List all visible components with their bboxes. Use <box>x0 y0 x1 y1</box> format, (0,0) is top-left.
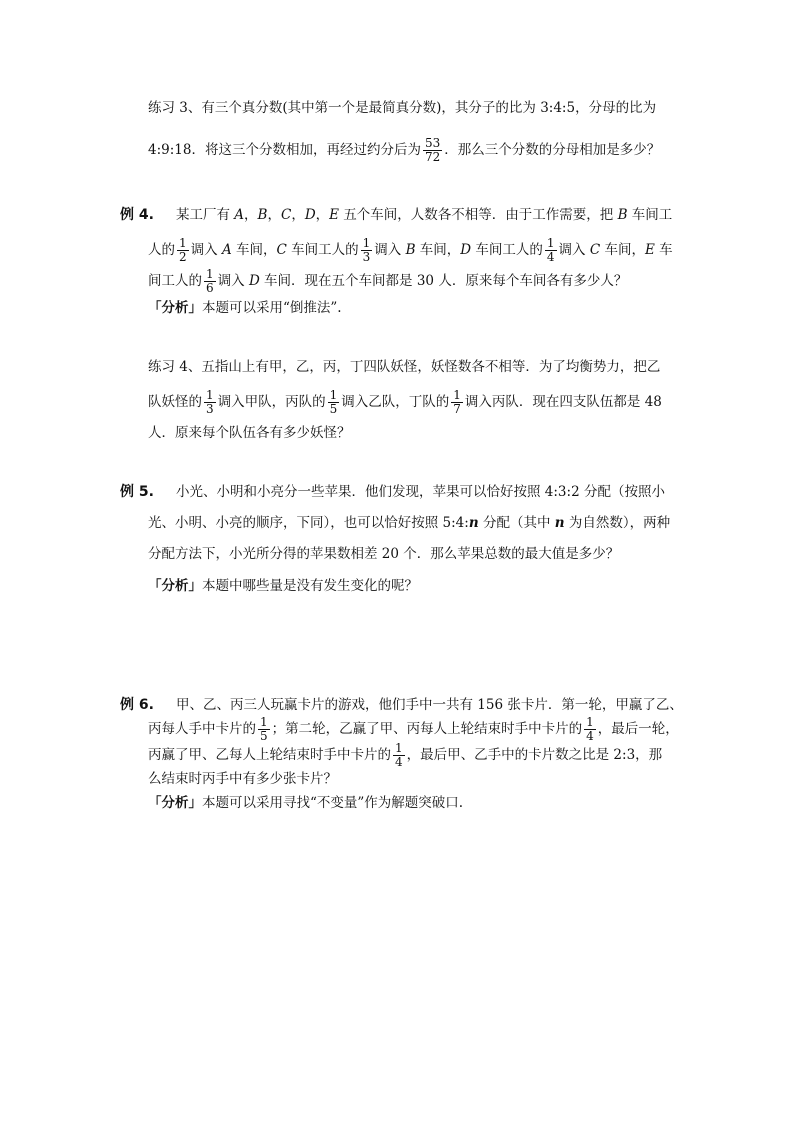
example4-analysis <box>148 298 342 318</box>
practice3-text: ．那么三个分数的分母相加是多少？ <box>444 142 661 158</box>
text: ， <box>244 207 258 223</box>
denominator: 5 <box>260 729 268 743</box>
practice4-line2 <box>148 389 662 416</box>
analysis-label: 「分析」 <box>148 578 202 594</box>
text: 人的 <box>148 242 175 258</box>
text: 丙赢了甲、乙每人上轮结束时手中卡片的 <box>148 747 391 763</box>
text: 间工人的 <box>148 273 202 289</box>
text: 车间， <box>415 242 461 258</box>
numerator: 1 <box>362 236 371 250</box>
example4-label: 例 4. <box>120 207 154 223</box>
fraction <box>204 389 216 416</box>
numerator: 53 <box>424 136 441 150</box>
analysis-text: 本题中哪些量是没有发生变化的呢？ <box>202 578 418 594</box>
var: C <box>276 242 287 258</box>
var: E <box>644 242 655 258</box>
var: A <box>221 242 232 258</box>
text: 车间， <box>600 242 645 258</box>
example6-line2 <box>148 716 679 743</box>
example5-analysis <box>148 576 418 596</box>
analysis-label: 「分析」 <box>148 300 202 316</box>
var: B <box>617 207 628 223</box>
text: ，最后甲、乙手中的卡片数之比是 2:3，那 <box>406 747 663 763</box>
practice4-line1: 练习 4、五指山上有甲，乙，丙，丁四队妖怪，妖怪数各不相等．为了均衡势力，把乙 <box>148 359 661 375</box>
var: C <box>589 242 601 258</box>
numerator: 1 <box>546 236 555 250</box>
text: 调入 <box>374 242 406 258</box>
example5-line2 <box>148 513 670 533</box>
denominator: 5 <box>329 402 338 416</box>
example6-label: 例 6. <box>120 697 154 713</box>
practice4-line3: 人．原来每个队伍各有多少妖怪？ <box>148 425 351 441</box>
text: 调入丙队．现在四支队伍都是 48 <box>464 394 662 410</box>
text: 某工厂有 <box>176 207 235 223</box>
fraction <box>584 716 596 743</box>
fraction <box>177 237 189 264</box>
example6-line4: 么结束时丙手中有多少张卡片？ <box>148 771 337 787</box>
denominator: 7 <box>453 402 461 416</box>
text: 车间工人的 <box>471 242 543 258</box>
text: ， <box>267 207 281 223</box>
text: 分配（其中 <box>478 515 555 531</box>
denominator: 6 <box>206 281 214 295</box>
text: 车 <box>654 242 673 258</box>
text: 五个车间，人数各不相等．由于工作需要，把 <box>339 207 618 223</box>
fraction <box>361 237 373 264</box>
text: 车间．现在五个车间都是 30 人．原来每个车间各有多少人？ <box>259 273 628 289</box>
example4-line3 <box>148 268 627 295</box>
var: B <box>405 242 416 258</box>
var: n <box>554 515 565 531</box>
text: 光、小明、小亮的顺序，下同），也可以恰好按照 5:4: <box>148 515 469 531</box>
denominator: 3 <box>206 402 214 416</box>
practice3-text: 4:9:18．将这三个分数相加，再经过约分后为 <box>148 142 421 158</box>
text: 车间工 <box>627 207 673 223</box>
numerator: 1 <box>260 715 268 729</box>
denominator: 4 <box>395 755 403 769</box>
text: ， <box>291 207 305 223</box>
numerator: 1 <box>206 388 214 402</box>
text: 车间， <box>231 242 277 258</box>
fraction <box>258 716 270 743</box>
text: 车间工人的 <box>286 242 359 258</box>
text: 调入 <box>217 273 249 289</box>
fraction <box>328 389 340 416</box>
denominator: 2 <box>179 250 187 264</box>
fraction <box>423 137 442 164</box>
analysis-text: 本题可以采用“倒推法”. <box>202 300 342 316</box>
var: E <box>329 207 339 223</box>
numerator: 1 <box>453 388 461 402</box>
var: D <box>248 273 260 289</box>
numerator: 1 <box>206 267 214 281</box>
practice3-line1: 练习 3、有三个真分数(其中第一个是最简真分数)，其分子的比为 3:4:5，分母的比为 <box>148 100 657 116</box>
var: n <box>468 515 479 531</box>
example5-line3: 分配方法下，小光所分得的苹果数相差 20 个．那么苹果总数的最大值是多少？ <box>148 546 620 562</box>
example5-label: 例 5. <box>120 484 154 500</box>
fraction <box>545 237 557 264</box>
analysis-label: 「分析」 <box>148 795 202 811</box>
analysis-text: 本题可以采用寻找“不变量”作为解题突破口. <box>202 795 464 811</box>
var: D <box>304 207 316 223</box>
numerator: 1 <box>395 741 403 755</box>
text: ， <box>315 207 330 223</box>
denominator: 3 <box>362 250 371 264</box>
var: D <box>460 242 472 258</box>
denominator: 4 <box>586 729 594 743</box>
text: ，最后一轮， <box>597 721 679 737</box>
example6-line3 <box>148 742 662 769</box>
fraction <box>204 268 216 295</box>
text: 调入 <box>558 242 590 258</box>
numerator: 1 <box>329 388 338 402</box>
var: B <box>257 207 268 223</box>
example5-line1: 小光、小明和小亮分一些苹果．他们发现，苹果可以恰好按照 4:3:2 分配（按照小 <box>176 484 665 500</box>
text: 为自然数），两种 <box>564 515 671 531</box>
numerator: 1 <box>179 236 187 250</box>
var: C <box>280 207 292 223</box>
numerator: 1 <box>586 715 594 729</box>
fraction <box>451 389 463 416</box>
example4-line1 <box>176 205 672 225</box>
text: 调入乙队，丁队的 <box>341 394 450 410</box>
denominator: 72 <box>424 150 441 164</box>
text: 队妖怪的 <box>148 394 202 410</box>
text: 丙每人手中卡片的 <box>148 721 256 737</box>
text: 调入 <box>190 242 222 258</box>
text: 调入甲队，丙队的 <box>217 394 326 410</box>
denominator: 4 <box>546 250 555 264</box>
practice3-line2 <box>148 137 660 164</box>
var: A <box>234 207 245 223</box>
example4-line2 <box>148 237 673 264</box>
fraction <box>393 742 405 769</box>
example6-line1: 甲、乙、丙三人玩赢卡片的游戏，他们手中一共有 156 张卡片．第一轮，甲赢了乙、 <box>176 697 683 713</box>
example6-analysis <box>148 793 463 813</box>
text: ；第二轮，乙赢了甲、丙每人上轮结束时手中卡片的 <box>271 721 583 737</box>
